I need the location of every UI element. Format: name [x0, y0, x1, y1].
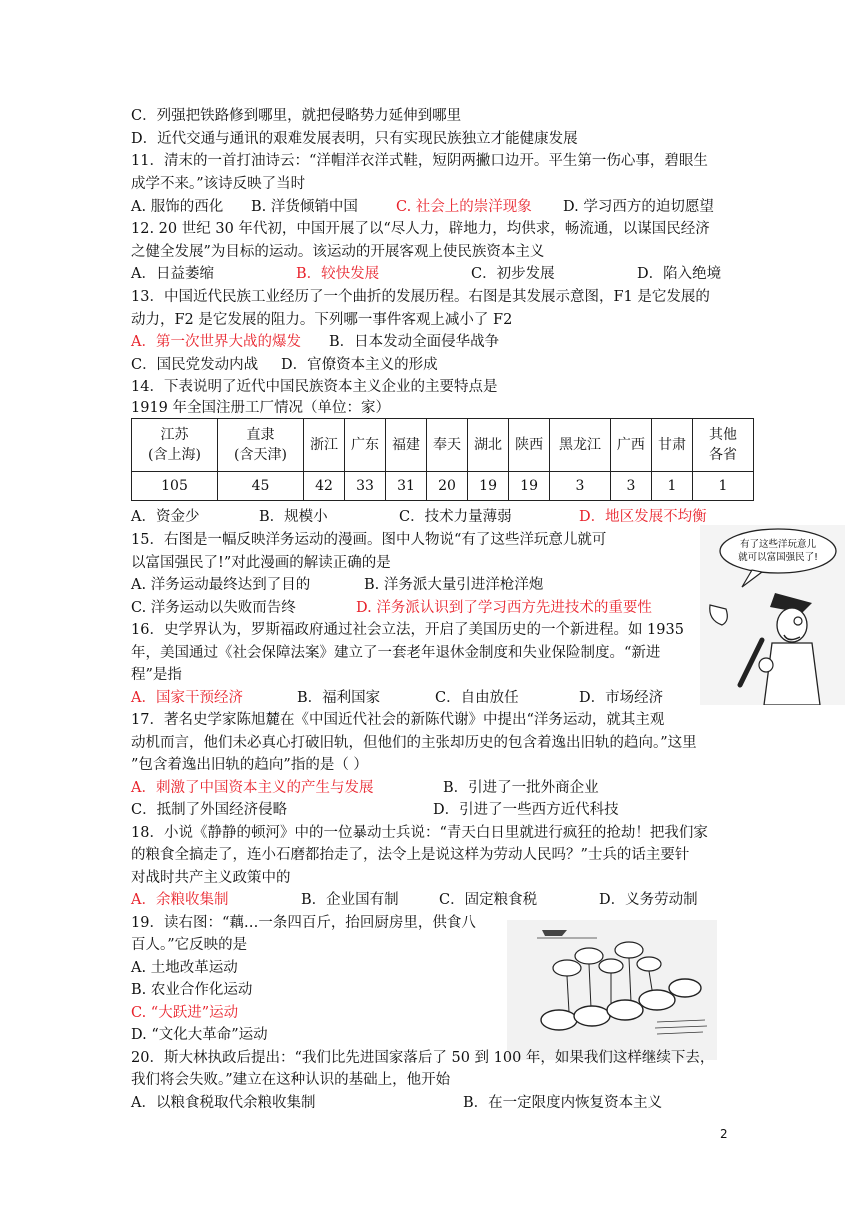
q18-option-b: B．企业国有制	[301, 892, 399, 908]
table-header: 浙江	[304, 419, 345, 472]
q12-option-a: A．日益萎缩	[131, 266, 214, 282]
table-header: 其他 各省	[693, 419, 754, 472]
table-cell: 42	[304, 472, 345, 501]
q14-option-a: A．资金少	[131, 509, 200, 525]
q13-stem: 13．中国近代民族工业经历了一个曲折的发展历程。右图是其发展示意图，F1 是它发展的	[131, 289, 710, 305]
q12-stem: 12. 20 世纪 30 年代初，中国开展了以“尽人力，辟地力，均供求，畅流通，以谋国民经济	[131, 221, 710, 237]
q15-option-b: B. 洋务派大量引进洋枪洋炮	[364, 577, 544, 593]
q11-option-b: B. 洋货倾销中国	[251, 199, 358, 215]
table-header: 陕西	[509, 419, 550, 472]
q13-option-d: D．官僚资本主义的形成	[281, 357, 438, 373]
table-cell: 45	[218, 472, 304, 501]
q19-stem: 19．读右图：“藕…一条四百斤，抬回厨房里，供食八	[131, 915, 476, 931]
page-number: 2	[720, 1127, 728, 1141]
q20-stem-cont: 我们将会失败。”建立在这种认识的基础上，他开始	[131, 1072, 451, 1088]
q18-option-c: C．固定粮食税	[439, 892, 538, 908]
q19-option-d: D. “文化大革命”运动	[131, 1027, 268, 1043]
q17-option-b: B．引进了一批外商企业	[443, 780, 599, 796]
table-cell: 1	[693, 472, 754, 501]
table-header: 甘肃	[651, 419, 692, 472]
q16-stem-cont: 年，美国通过《社会保障法案》建立了一套老年退休金制度和失业保险制度。“新进	[131, 645, 661, 661]
table-header: 福建	[386, 419, 427, 472]
speech-bubble	[720, 529, 836, 573]
q16-option-c: C．自由放任	[435, 690, 519, 706]
table-cell: 3	[610, 472, 651, 501]
table-header: 直隶 (含天津)	[218, 419, 304, 472]
q14-option-d-answer: D．地区发展不均衡	[579, 509, 707, 525]
q13-option-b: B．日本发动全面侵华战争	[329, 334, 500, 350]
q15-stem: 15．右图是一幅反映洋务运动的漫画。图中人物说“有了这些洋玩意儿就可	[131, 532, 607, 548]
q14-option-b: B．规模小	[259, 509, 328, 525]
q14-option-c: C．技术力量薄弱	[399, 509, 512, 525]
q18-stem-cont2: 对战时共产主义政策中的	[131, 870, 291, 886]
table-cell: 33	[345, 472, 386, 501]
q10-option-d: D．近代交通与通讯的艰难发展表明，只有实现民族独立才能健康发展	[131, 131, 578, 147]
q20-stem: 20．斯大林执政后提出：“我们比先进国家落后了 50 到 100 年，如果我们这样继续下去，	[131, 1050, 715, 1066]
q17-stem-cont: 动机而言，他们未必真心打破旧轨，但他们的主张却历史的包含着逸出旧轨的趋向。”这里	[131, 735, 697, 751]
q14-stem: 14．下表说明了近代中国民族资本主义企业的主要特点是	[131, 379, 498, 395]
q19-option-c-answer: C. “大跃进”运动	[131, 1005, 239, 1021]
q17-option-a-answer: A．刺激了中国资本主义的产生与发展	[131, 780, 374, 796]
q15-option-c: C. 洋务运动以失败而告终	[131, 600, 296, 616]
table-caption: 1919 年全国注册工厂情况（单位：家）	[131, 400, 391, 416]
q12-option-d: D．陷入绝境	[637, 266, 722, 282]
q11-option-a: A. 服饰的西化	[131, 199, 224, 215]
q19-option-a: A. 土地改革运动	[131, 960, 238, 976]
q11-stem-cont: 成学不来。”该诗反映了当时	[131, 176, 306, 192]
q11-stem: 11．清末的一首打油诗云：“洋帽洋衣洋式鞋，短阴两撇口边开。平生第一伤心事，碧眼生	[131, 153, 708, 169]
q12-option-c: C．初步发展	[471, 266, 555, 282]
q18-option-d: D．义务劳动制	[599, 892, 698, 908]
q11-option-d: D. 学习西方的迫切愿望	[563, 199, 714, 215]
q16-stem-cont2: 程”是指	[131, 667, 182, 683]
q12-option-b-answer: B．较快发展	[296, 266, 380, 282]
q17-option-c: C．抵制了外国经济侵略	[131, 802, 288, 818]
q11-option-c-answer: C. 社会上的崇洋现象	[396, 199, 532, 215]
table-header: 黑龙江	[550, 419, 611, 472]
q13-option-a-answer: A．第一次世界大战的爆发	[131, 334, 301, 350]
table-header: 江苏 (含上海)	[132, 419, 218, 472]
lotus-root-drawing	[507, 920, 717, 1060]
table-cell: 3	[550, 472, 611, 501]
speech-text-line1: 有了这些洋玩意儿	[739, 539, 817, 550]
q16-option-d: D．市场经济	[579, 690, 664, 706]
table-header: 广西	[610, 419, 651, 472]
table-header: 湖北	[468, 419, 509, 472]
q20-option-b: B．在一定限度内恢复资本主义	[463, 1095, 663, 1111]
table-header-row	[132, 419, 754, 472]
q17-stem: 17．著名史学家陈旭麓在《中国近代社会的新陈代谢》中提出“洋务运动，就其主观	[131, 712, 665, 728]
q12-stem-cont: 之健全发展”为目标的运动。该运动的开展客观上使民族资本主义	[131, 244, 545, 260]
table-cell: 19	[468, 472, 509, 501]
cartoon-image	[700, 525, 845, 705]
q20-option-a: A．以粮食税取代余粮收集制	[131, 1095, 316, 1111]
q15-option-a: A. 洋务运动最终达到了目的	[131, 577, 311, 593]
table-row	[132, 472, 754, 501]
table-cell: 105	[132, 472, 218, 501]
q16-option-b: B．福利国家	[297, 690, 381, 706]
table-header: 奉天	[427, 419, 468, 472]
q15-stem-cont: 以富国强民了!”对此漫画的解读正确的是	[131, 555, 391, 571]
table-header: 广东	[345, 419, 386, 472]
q16-stem: 16．史学界认为，罗斯福政府通过社会立法，开启了美国历史的一个新进程。如 1935	[131, 622, 684, 638]
q10-option-c: C．列强把铁路修到哪里，就把侵略势力延伸到哪里	[131, 108, 462, 124]
q17-stem-cont2: ”包含着逸出旧轨的趋向”指的是（ ）	[131, 757, 368, 773]
q17-option-d: D．引进了一些西方近代科技	[433, 802, 619, 818]
q13-stem-cont: 动力，F2 是它发展的阻力。下列哪一事件客观上减小了 F2	[131, 312, 513, 328]
table-cell: 20	[427, 472, 468, 501]
table-cell: 1	[651, 472, 692, 501]
q15-option-d-answer: D. 洋务派认识到了学习西方先进技术的重要性	[356, 600, 652, 616]
q18-stem-cont: 的粮食全搞走了，连小石磨都抬走了，法令上是说这样为劳动人民吗？”士兵的话主要针	[131, 847, 690, 863]
factory-table	[131, 418, 754, 501]
q16-option-a-answer: A．国家干预经济	[131, 690, 243, 706]
table-cell: 19	[509, 472, 550, 501]
q19-option-b: B. 农业合作化运动	[131, 982, 253, 998]
speech-text-line2: 就可以富国强民了!	[738, 552, 818, 563]
q19-stem-cont: 百人。”它反映的是	[131, 937, 248, 953]
q18-stem: 18．小说《静静的顿河》中的一位暴动士兵说：“青天白日里就进行疯狂的抢劫！把我们家	[131, 825, 708, 841]
table-cell: 31	[386, 472, 427, 501]
q13-option-c: C．国民党发动内战	[131, 357, 259, 373]
q18-option-a-answer: A．余粮收集制	[131, 892, 229, 908]
